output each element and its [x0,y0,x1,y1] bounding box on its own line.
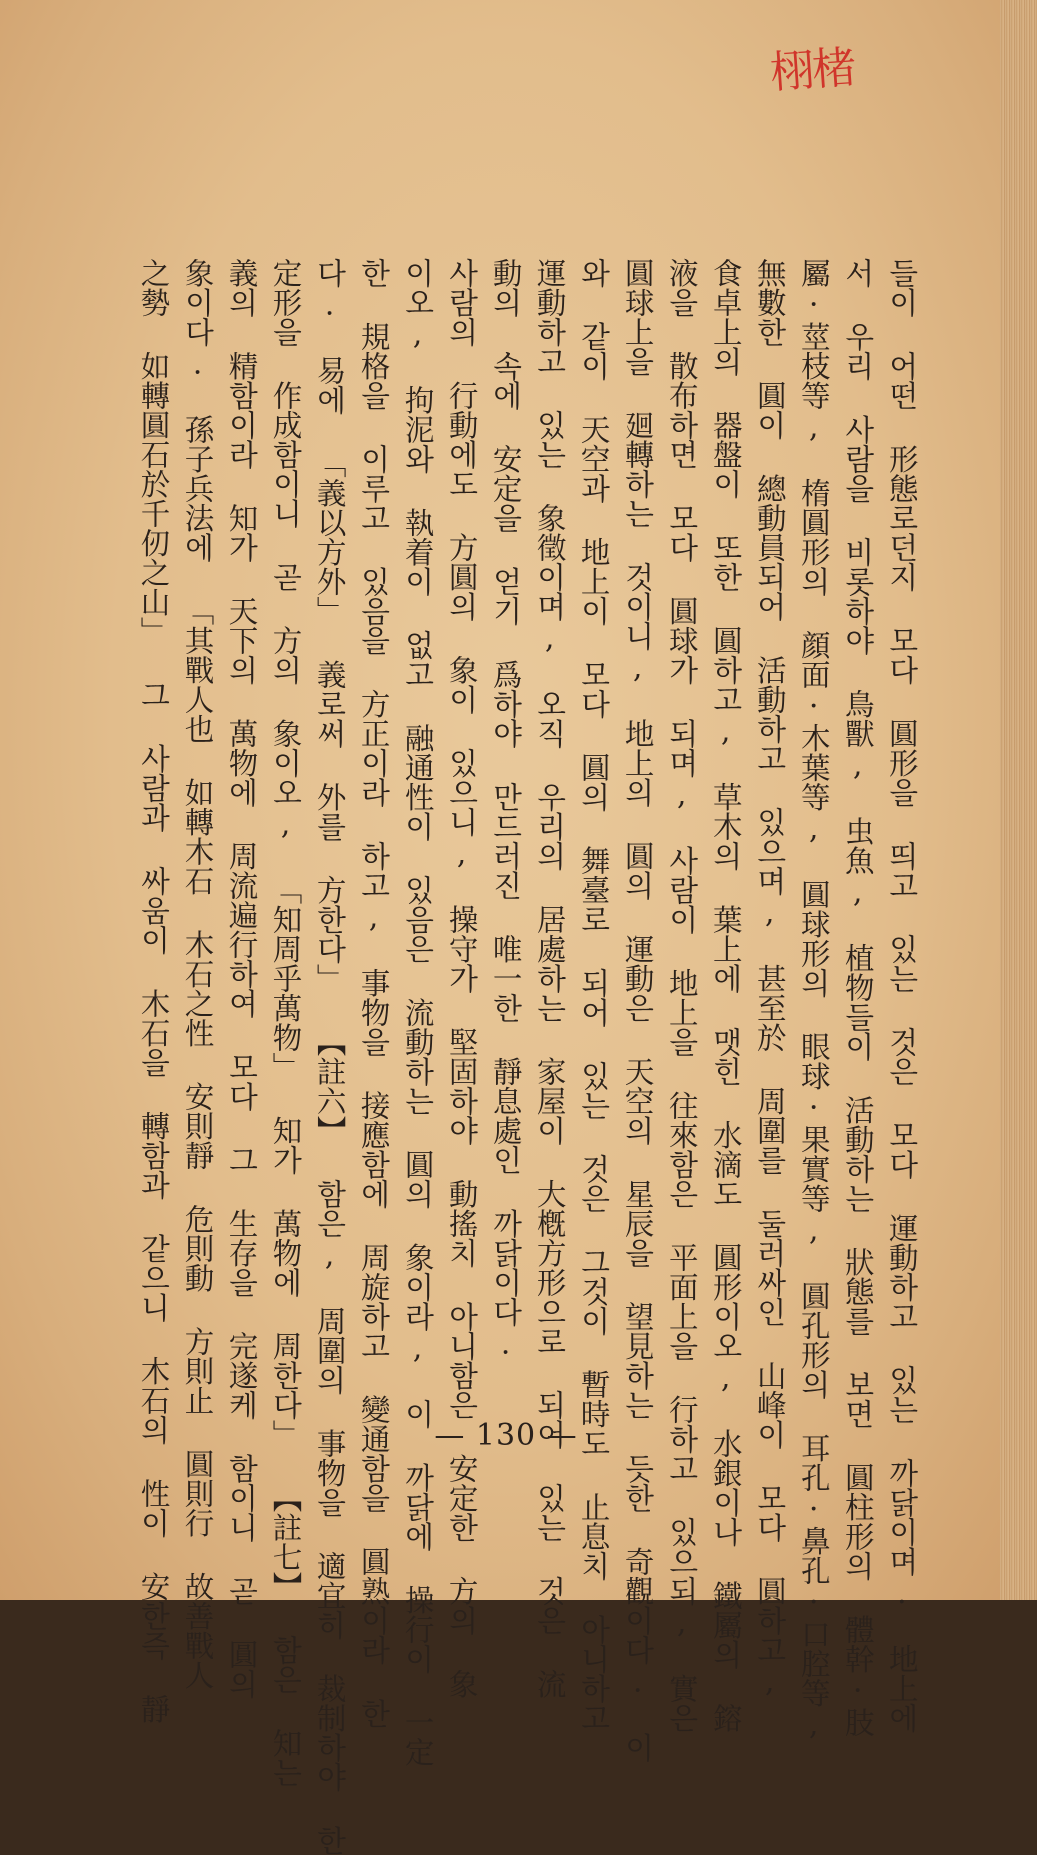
text-column: 이오, 拘泥와 執着이 없고 融通性이 있음은 流動하는 圓의 象이라, 이 까닭에 操行이 一定 [400,258,435,1767]
text-column: 다. 易에 「義以方外」 義로써 外를 方한다」 【註六】 함은, 周圍의 事物을 適宜히 裁制하야 한 [312,258,347,1855]
text-column: 定形을 作成함이니 곧 方의 象이오, 「知周乎萬物」 知가 萬物에 周한다」 【註七】 함은 知는 [268,258,303,1787]
page-edges [1000,0,1037,1600]
text-column: 無數한 圓이 總動員되어 活動하고 있으며, 甚至於 周圍를 둘러싸인 山峰이 모다 圓하고, [752,258,787,1699]
text-column: 運動하고 있는 象徵이며, 오직 우리의 居處하는 家屋이 大槪方形으로 되어 있는 것은 流 [532,258,567,1699]
text-column: 屬·莖枝等, 楕圓形의 顔面·木葉等, 圓球形의 眼球·果實等, 圓孔形의 耳孔·鼻孔·口腔等, [796,258,831,1742]
text-column: 사람의 行動에도 方圓의 象이 있으니, 操守가 堅固하야 動搖치 아니함은 安定한 方의 象 [444,258,479,1699]
text-column: 서 우리 사람을 비롯하야 鳥獸, 虫魚, 植物들이 活動하는 狀態를 보면 圓柱形의 體幹·肢 [840,258,875,1737]
text-column: 液을 散布하면 모다 圓球가 되며, 사람이 地上을 往來함은 平面上을 行하고 있으되, 實은 [664,258,699,1733]
text-column: 食卓上의 器盤이 또한 圓하고, 草木의 葉上에 맷힌 水滴도 圓形이오, 水銀이나 鐵屬의 鎔 [708,258,743,1733]
text-column: 圓球上을 廻轉하는 것이니, 地上의 圓의 運動은 天空의 星辰을 望見하는 듯한 奇觀이다. 이 [620,258,655,1762]
text-column: 動의 속에 安定을 얻기 爲하야 만드러진 唯一한 靜息處인 까닭이다. [488,258,523,1361]
text-column: 義의 精함이라 知가 天下의 萬物에 周流遍行하여 모다 그 生存을 完遂케 함이니 곧 圓의 [224,258,259,1699]
page-number: — 130 — [434,1418,578,1453]
text-column: 와 같이 天空과 地上이 모다 圓의 舞臺로 되어 있는 것은 그것이 暫時도 止息치 아니하고 [576,258,611,1733]
text-column: 之勢 如轉圓石於千仞之山」 그 사람과 싸움이 木石을 轉함과 같으니 木石의 性이 安한즉 靜 [136,258,171,1724]
text-column: 들이 어떤 形態로던지 모다 圓形을 띄고 있는 것은 모다 運動하고 있는 까닭이며. 地上에 [884,258,919,1733]
text-column: 象이다. 孫子兵法에 「其戰人也 如轉木石 木石之性 安則靜 危則動 方則止 圓則行 故善戰人 [180,258,215,1690]
text-column: 한 規格을 이루고 있음을 方正이라 하고, 事物을 接應함에 周旋하고 變通함을 圓熟이라 한 [356,258,391,1728]
red-handwritten-annotation: 栩楮 [768,42,856,99]
